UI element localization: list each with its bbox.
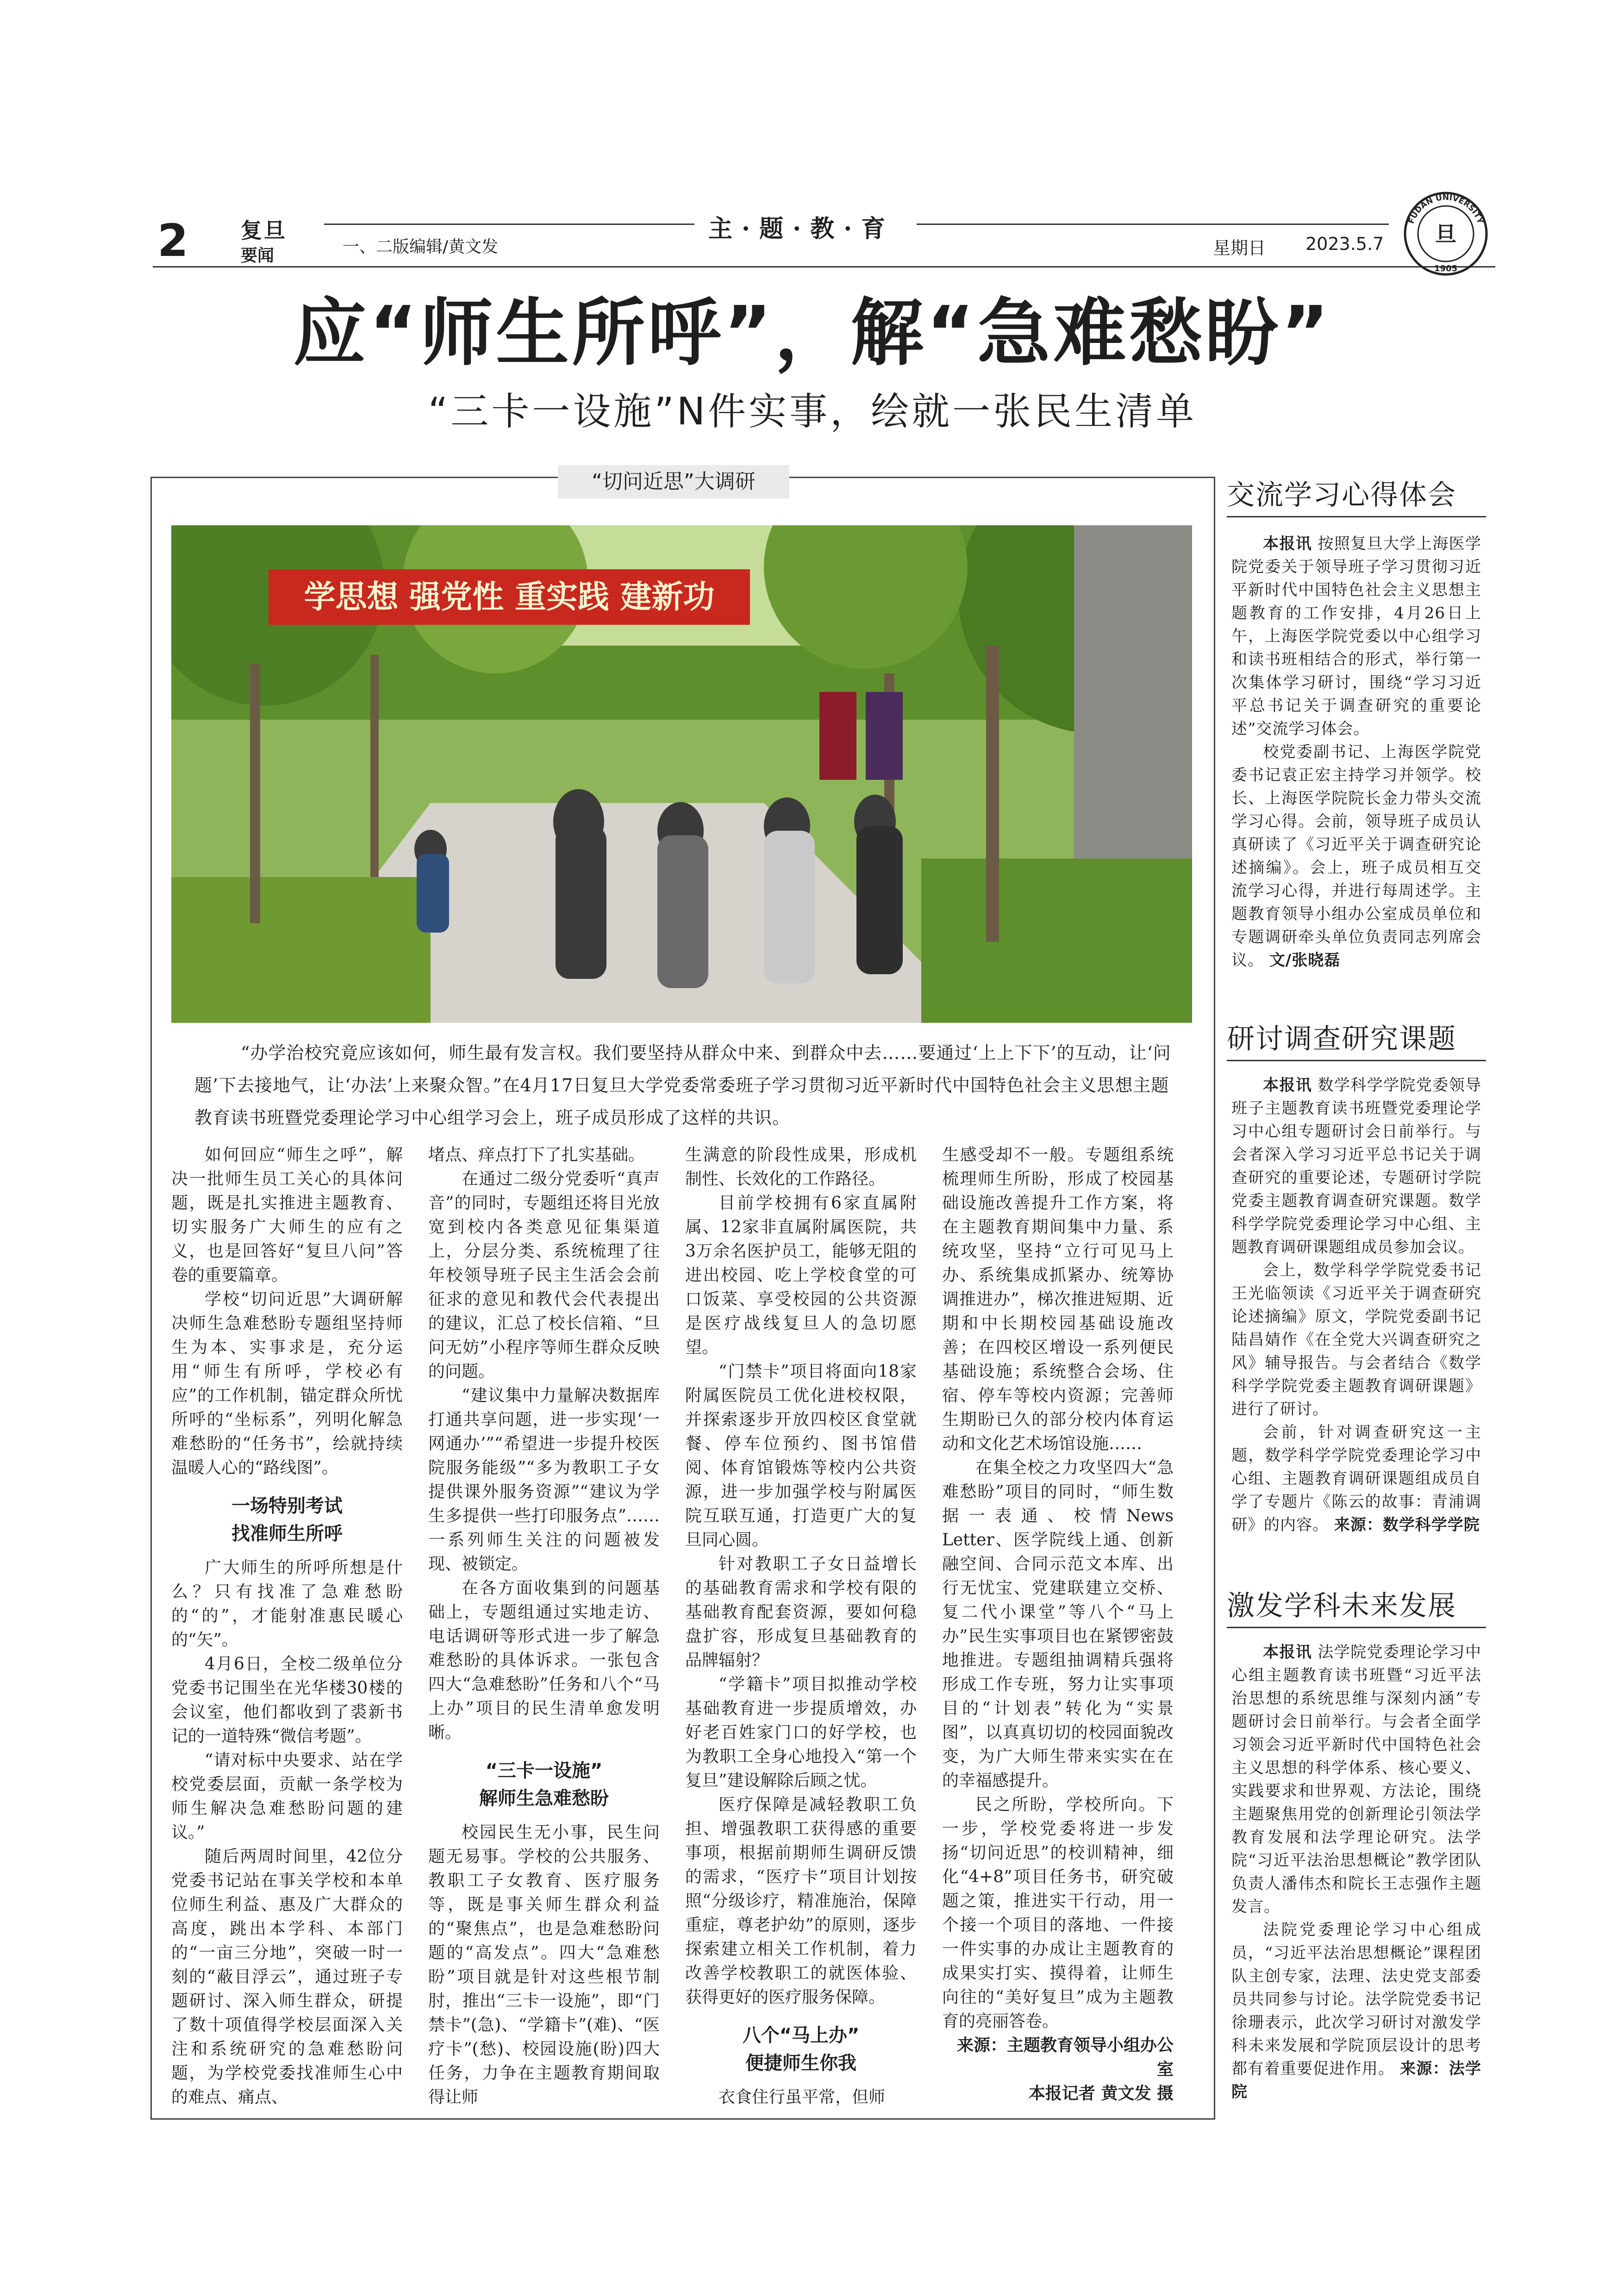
sidebar-title-2: 研讨调查研究课题 xyxy=(1227,1023,1456,1055)
paragraph: 针对教职工子女日益增长的基础教育需求和学校有限的基础教育配套资源，要如何稳盘扩容，形成复旦基础教育的品牌辐射？ xyxy=(685,1555,917,1670)
paragraph: 数学科学学院党委领导班子主题教育读书班暨党委理论学习中心组专题研讨会日前举行。与会者深入学习习近平总书记关于调查研究的重要论述，专题研讨学院党委主题教育调查研究课题。数学科学学院党委理论学习中心组、主题教育调研课题组成员参加会议。 xyxy=(1231,1076,1482,1257)
paragraph: 校党委副书记、上海医学院党委书记袁正宏主持学习并领学。校长、上海医学院院长金力带头交流学习心得。会前，领导班子成员认真研读了《习近平关于调查研究论述摘编》。会上，班子成员相互交流学习心得，并进行每周述学。主题教育领导小组办公室成员单位和专题调研牵头单位负责同志列席会议。 xyxy=(1231,743,1481,970)
paragraph: 如何回应“师生之呼”，解决一批师生员工关心的具体问题，既是扎实推进主题教育、切实服务广大师生的应有之义，也是回答好“复旦八问”答卷的重要篇章。 xyxy=(171,1145,403,1285)
paragraph: 在通过二级分党委听“真声音”的同时，专题组还将目光放宽到校内各类意见征集渠道上，分层分类、系统梳理了往年校领导班子民主生活会会前征求的意见和教代会代表提出的建议，汇总了校长信箱、“旦问无妨”小程序等师生群众反映的问题。 xyxy=(428,1170,660,1381)
topic-divider-right xyxy=(917,224,1389,225)
dateline: 本报讯 xyxy=(1263,1076,1312,1095)
headline: 应“师生所呼”，解“急难愁盼” xyxy=(293,291,1332,376)
section-heading: 八个“马上办” 便捷师生你我 xyxy=(742,2025,860,2074)
byline: 文/张晓磊 xyxy=(1269,951,1341,970)
sidebar-rule xyxy=(1227,1060,1486,1061)
paragraph: 堵点、痒点打下了扎实基础。 xyxy=(428,1145,645,1164)
paragraph: 校园民生无小事，民生问题无易事。学校的公共服务、教职工子女教育、医疗服务等，既是事关师生群众利益的“聚焦点”，也是急难愁盼问题的“高发点”。四大“急难愁盼”项目就是针对这些根节制肘，推出“三卡一设施”，即“门禁卡”(急)、“学籍卡”(难)、“医疗卡”(愁)、校园设施(盼)四大任务，力争在主题教育期间取得让师 xyxy=(428,1823,660,2107)
section-heading: “三卡一设施” 解师生急难愁盼 xyxy=(479,1760,609,1809)
paragraph: 生感受却不一般。专题组系统梳理师生所盼，形成了校园基础设施改善提升工作方案，将在主题教育期间集中力量、系统攻坚，坚持“立行可见马上办、系统集成抓紧办、统筹协调推进办”，梯次推进短期、近期和中长期校园基础设施改善；在四校区增设一系列便民基础设施；系统整合会场、住宿、停车等校内资源；完善师生期盼已久的部分校内体育运动和文化艺术场馆设施…… xyxy=(942,1145,1174,1453)
sidebar-rule xyxy=(1227,1627,1486,1628)
paragraph: “学籍卡”项目拟推动学校基础教育进一步提质增效，办好老百姓家门口的好学校，也为教职工全身心地投入“第一个复旦”建设解除后顾之忧。 xyxy=(685,1675,917,1790)
article-column-1 xyxy=(171,1143,403,2109)
article-column-2 xyxy=(428,1143,660,2109)
section-heading: 一场特别考试 找准师生所呼 xyxy=(231,1495,343,1544)
paragraph: 广大师生的所呼所想是什么？只有找准了急难愁盼的“的”，才能射准惠民暖心的“矢”。 xyxy=(171,1558,403,1649)
university-seal-icon xyxy=(1402,190,1490,278)
sidebar-title-1: 交流学习心得体会 xyxy=(1227,479,1456,511)
paragraph: 随后两周时间里，42位分党委书记站在事关学校和本单位师生利益、惠及广大群众的高度，跳出本学科、本部门的“一亩三分地”，突破一时一刻的“蔽目浮云”，通过班子专题研讨、深入师生群众，研提了数十项值得学校层面深入关注和系统研究的急难愁盼问题，为学校党委找准师生心中的难点、痛点、 xyxy=(171,1847,403,2107)
subheadline: “三卡一设施”N件实事，绘就一张民生清单 xyxy=(428,390,1197,434)
byline: 来源：法学院 xyxy=(1231,2060,1482,2101)
paragraph: 医疗保障是减轻教职工负担、增强教职工获得感的重要事项，根据前期师生调研反馈的需求，“医疗卡”项目计划按照“分级诊疗，精准施治，保障重症，尊老护幼”的原则，逐步探索建立相关工作机制，着力改善学校教职工的就医体验、获得更好的医疗服务保障。 xyxy=(685,1795,917,2007)
section-tag: “切问近思”大调研 xyxy=(558,465,789,498)
paragraph: 生满意的阶段性成果，形成机制性、长效化的工作路径。 xyxy=(685,1145,917,1188)
paragraph: “门禁卡”项目将面向18家附属医院员工优化进校权限，并探索逐步开放四校区食堂就餐、停车位预约、图书馆借阅、体育馆锻炼等校内公共资源，进一步加强学校与附属医院互联互通，打造更广大的复旦同心圆。 xyxy=(685,1362,917,1549)
paragraph: 目前学校拥有6家直属附属、12家非直属附属医院，共3万余名医护员工，能够无阻的进出校园、吃上学校食堂的可口饭菜、享受校园的公共资源是医疗战线复旦人的急切愿望。 xyxy=(685,1194,917,1357)
sidebar-rule xyxy=(1227,516,1486,517)
sidebar-story-2 xyxy=(1231,1074,1481,1537)
dateline: 本报讯 xyxy=(1263,535,1312,553)
topic-divider-left xyxy=(324,224,694,225)
paragraph: “请对标中央要求、站在学校党委层面，贡献一条学校为师生解决急难愁盼问题的建议。” xyxy=(171,1751,403,1842)
paragraph: 衣食住行虽平常，但师 xyxy=(718,2088,886,2107)
paragraph: 在集全校之力攻坚四大“急难愁盼”项目的同时，“师生数据一表通、校情News Letter、医学院线上通、创新融空间、合同示范文本库、出行无忧宝、党建联建立交桥、复二代小课堂”等八个“马上办”民生实事项目也在紧锣密鼓地推进。专题组抽调精兵强将形成工作专班，努力让实事项目的“计划表”转化为“实景图”，以真真切切的校园面貌改变，为广大师生带来实实在在的幸福感提升。 xyxy=(942,1458,1174,1790)
newspaper-section-label: 要闻 xyxy=(241,246,275,265)
paragraph: 会前，针对调查研究这一主题，数学科学学院党委理论学习中心组、主题教育调研课题组成员自学了专题片《陈云的故事：青浦调研》的内容。 xyxy=(1231,1423,1481,1534)
paragraph: 在各方面收集到的问题基础上，专题组通过实地走访、电话调研等形式进一步了解急难愁盼的具体诉求。一张包含四大“急难愁盼”任务和八个“马上办”项目的民生清单愈发明晰。 xyxy=(428,1579,660,1742)
paragraph: 4月6日，全校二级单位分党委书记围坐在光华楼30楼的会议室，他们都收到了裘新书记的一道特殊“微信考题”。 xyxy=(171,1655,403,1746)
seal-text: FUDAN UNIVERSITY xyxy=(1406,193,1485,225)
article-source: 来源：主题教育领导小组办公室 xyxy=(956,2036,1174,2079)
issue-date: 2023.5.7 xyxy=(1305,234,1384,254)
byline: 来源：数学科学学院 xyxy=(1334,1516,1480,1534)
seal-year: 1905 xyxy=(1434,264,1458,274)
weekday: 星期日 xyxy=(1213,238,1266,258)
paragraph: 学校“切问近思”大调研解决师生急难愁盼专题组坚持师生为本、实事求是，充分运用“师生有所呼，学校必有应”的工作机制，锚定群众所忧所呼的“坐标系”，列明化解急难愁盼的“任务书”，绘就持续温暖人心的“路线图”。 xyxy=(171,1290,403,1477)
article-reporter: 本报记者 黄文发 摄 xyxy=(1028,2084,1174,2103)
newspaper-logo: 复旦 xyxy=(241,218,287,243)
section-topic: 主·题·教·育 xyxy=(708,215,895,243)
photo-banner-text: 学思想 强党性 重实践 建新功 xyxy=(304,579,715,616)
masthead-rule xyxy=(153,266,1495,268)
article-column-3 xyxy=(685,1143,917,2109)
sidebar-title-3: 激发学科未来发展 xyxy=(1227,1590,1456,1622)
dateline: 本报讯 xyxy=(1263,1643,1312,1661)
photo-caption: “办学治校究竟应该如何，师生最有发言权。我们要坚持从群众中来、到群众中去……要通过‘上上下下’的互动，让‘问题’下去接地气，让‘办法’上来聚众智。”在4月17日复旦大学党委常委班子学习贯彻习近平新时代中国特色社会主义思想主题教育读书班暨党委理论学习中心组学习会上，班子成员形成了这样的共识。 xyxy=(194,1043,1171,1128)
paragraph: 法学院党委理论学习中心组主题教育读书班暨“习近平法治思想的系统思维与深刻内涵”专题研讨会日前举行。与会者全面学习领会习近平新时代中国特色社会主义思想的科学体系、核心要义、实践要求和世界观、方法论，围绕主题聚焦用党的创新理论引领法学教育发展和法学理论研究。法学院“习近平法治思想概论”教学团队负责人潘伟杰和院长王志强作主题发言。 xyxy=(1231,1643,1482,1916)
editor-line: 一、二版编辑/黄文发 xyxy=(343,237,499,256)
paragraph: “建议集中力量解决数据库打通共享问题，进一步实现‘一网通办’”“希望进一步提升校医院服务能级”“多为教职工子女提供课外服务资源”“建议为学生多提供一些打印服务点”……一系列师生关注的问题被发现、被锁定。 xyxy=(428,1386,660,1574)
article-column-4 xyxy=(942,1143,1174,2106)
sidebar-story-3 xyxy=(1231,1641,1481,2103)
campus-photo xyxy=(171,525,1192,1023)
paragraph: 民之所盼，学校所向。下一步，学校党委将进一步发扬“切问近思”的校训精神，细化“4+8”项目任务书，研究破题之策，推进实干行动，用一个接一个项目的落地、一件接一件实事的办成让主题教育的成果实打实、摸得着，让师生向往的“美好复旦”成为主题教育的亮丽答卷。 xyxy=(942,1795,1174,2031)
paragraph: 法院党委理论学习中心组成员，“习近平法治思想概论”课程团队主创专家，法理、法史党支部委员共同参与讨论。法学院党委书记徐珊表示，此次学习研讨对激发学科未来发展和学院顶层设计的思考都有着重要促进作用。 xyxy=(1231,1921,1481,2078)
paragraph: 会上，数学科学学院党委书记王光临领读《习近平关于调查研究论述摘编》原文，学院党委副书记陆昌婧作《在全党大兴调查研究之风》辅导报告。与会者结合《数学科学学院党委主题教育调研课题》进行了研讨。 xyxy=(1231,1261,1481,1419)
svg-text:旦: 旦 xyxy=(1435,222,1456,247)
page-number: 2 xyxy=(157,215,188,267)
paragraph: 按照复旦大学上海医学院党委关于领导班子学习贯彻习近平新时代中国特色社会主义思想主题教育的工作安排，4月26日上午，上海医学院党委以中心组学习和读书班相结合的形式，举行第一次集体学习研讨，围绕“学习习近平总书记关于调查研究的重要论述”交流学习体会。 xyxy=(1231,535,1482,738)
sidebar-story-1 xyxy=(1231,532,1481,972)
